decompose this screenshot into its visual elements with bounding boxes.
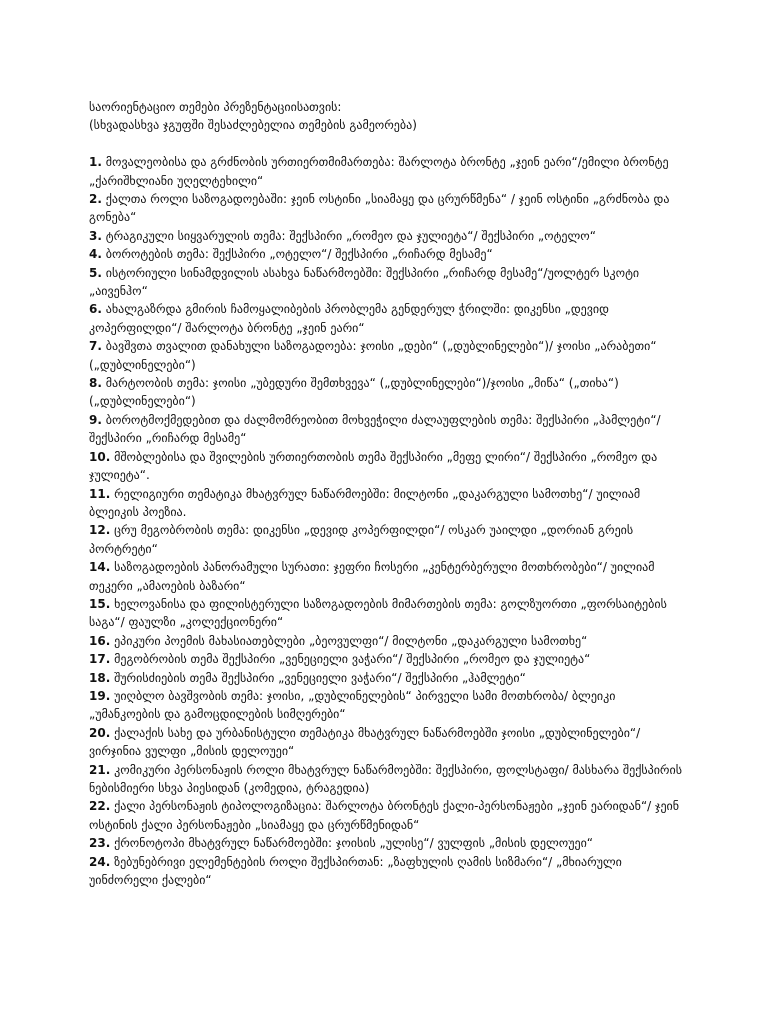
list-item xyxy=(89,558,689,595)
item-text: რელიგიური თემატიკა მხატვრულ ნაწარმოებში: მილტონი „დაკარგული სამოთხე“/ უილიამ ბლეიკის პოეზია. xyxy=(89,486,641,519)
spacer xyxy=(89,135,689,153)
list-item xyxy=(89,650,689,668)
list-item xyxy=(89,264,689,301)
item-number: 4. xyxy=(89,247,102,262)
list-item xyxy=(89,153,689,190)
item-text: შურისძიების თემა შექსპირი „ვენეციელი ვაჭარი“/ შექსპირი „ჰამლეტი“ xyxy=(110,670,526,685)
heading-title: საორიენტაციო თემები პრეზენტაციისათვის: xyxy=(89,100,342,114)
list-item xyxy=(89,245,689,263)
list-item xyxy=(89,411,689,448)
item-number: 9. xyxy=(89,412,102,427)
item-number: 1. xyxy=(89,155,102,170)
item-text: ბოროტმოქმედებით და ძალმომრეობით მოხვეჭილი ძალაუფლების თემა: შექსპირი „ჰამლეტი“/შექსპირი „რიჩარდ მესამე“ xyxy=(89,412,661,446)
item-number: 23. xyxy=(89,836,111,851)
item-text: მშობლებისა და შვილების ურთიერთობის თემა შექსპირი „მეფე ლირი“/ შექსპირი „რომეო და ჯულიეტა“. xyxy=(89,449,658,483)
item-number: 24. xyxy=(89,854,111,869)
item-text: ტრაგიკული სიყვარულის თემა: შექსპირი „რომეო და ჯულიეტა“/ შექსპირი „ოტელო“ xyxy=(101,228,596,243)
list-item xyxy=(89,190,689,227)
item-text: უიღბლო ბავშვობის თემა: ჯოისი, „დუბლინელების“ პირველი სამი მოთხრობა/ ბლეიკი „უმანკოების და გამოცდილების სიმღერები“ xyxy=(89,688,616,722)
item-text: კომიკური პერსონაჟის როლი მხატვრულ ნაწარმოებში: შექსპირი, ფოლსტაფი/ მასხარა შექსპირის ნებისმიერი სხვა პიესიდან (კომედია, ტრაგედია) xyxy=(89,762,682,796)
item-text: ქალაქის სახე და ურბანისტული თემატიკა მხატვრულ ნაწარმოებში ჯოისი „დუბლინელები“/ ვირჯინია ვულფი „მისის დელოუეი“ xyxy=(89,725,641,759)
list-item xyxy=(89,761,689,798)
item-number: 18. xyxy=(89,670,111,685)
document-body xyxy=(89,98,689,889)
item-text: ზებუნებრივი ელემენტების როლი შექსპირთან: „ზაფხულის ღამის სიზმარი“/ „მხიარული უინძორელი ქალები“ xyxy=(89,854,622,888)
list-item xyxy=(89,300,689,337)
item-text: ცრუ მეგობრობის თემა: დიკენსი „დევიდ კოპერფილდი“/ ოსკარ უაილდი „დორიან გრეის პორტრეტი“ xyxy=(89,523,634,556)
list-item xyxy=(89,797,689,834)
heading-subtitle: (სხვადასხვა ჯგუფში შესაძლებელია თემების გამეორება) xyxy=(89,118,417,133)
item-number: 8. xyxy=(89,376,102,391)
item-text: მეგობრობის თემა შექსპირი „ვენეციელი ვაჭარი“/ შექსპირი „რომეო და ჯულიეტა“ xyxy=(110,652,591,667)
item-number: 14. xyxy=(89,560,111,575)
item-number: 17. xyxy=(89,652,111,667)
item-text: მოვალეობისა და გრძნობის ურთიერთმიმართება: შარლოტა ბრონტე „ჯეინ ეარი“/ემილი ბრონტე „ქარიშხლიანი უღელტეხილი“ xyxy=(89,155,669,188)
list-item xyxy=(89,337,689,374)
item-text: ბავშვთა თვალით დანახული საზოგადოება: ჯოისი „დები“ („დუბლინელები“)/ ჯოისი „არაბეთი“ („დუბლინელები“) xyxy=(89,339,657,372)
item-number: 11. xyxy=(89,486,111,501)
list-item xyxy=(89,448,689,485)
list-item xyxy=(89,853,689,890)
list-item xyxy=(89,374,689,411)
item-number: 10. xyxy=(89,449,111,464)
item-number: 12. xyxy=(89,523,111,538)
item-text: ისტორიული სინამდვილის ასახვა ნაწარმოებში: შექსპირი „რიჩარდ მესამე“/უოლტერ სკოტი „აივენჰო“ xyxy=(89,265,640,299)
item-text: ქალი პერსონაჟის ტიპოლოგიზაცია: შარლოტა ბრონტეს ქალი-პერსონაჟები „ჯეინ ეარიდან“/ ჯეინ ოსტინის ქალი პერსონაჟები „სიამაყე და ცრურწმენიდან“ xyxy=(89,799,680,832)
item-number: 5. xyxy=(89,265,102,280)
item-number: 20. xyxy=(89,725,111,740)
list-item xyxy=(89,834,689,852)
list-item xyxy=(89,521,689,558)
list-item xyxy=(89,632,689,650)
list-item xyxy=(89,724,689,761)
item-number: 7. xyxy=(89,339,102,354)
item-number: 16. xyxy=(89,633,111,648)
list-item xyxy=(89,227,689,245)
item-text: მარტოობის თემა: ჯოისი „უბედური შემთხვევა“ („დუბლინელები“)/ჯოისი „მიწა“ („თიხა“) („დუბლინელები“) xyxy=(89,376,619,409)
item-text: საზოგადოების პანორამული სურათი: ჯეფრი ჩოსერი „კენტერბერული მოთხრობები“/ უილიამ თეკერი „ამაოების ბაზარი“ xyxy=(89,560,655,593)
item-number: 6. xyxy=(89,302,102,317)
item-number: 15. xyxy=(89,596,111,611)
item-number: 22. xyxy=(89,799,111,814)
item-text: ხელოვანისა და ფილისტერული საზოგადოების მიმართების თემა: გოლზუორთი „ფორსაიტების საგა“/ ფაულზი „კოლექციონერი“ xyxy=(89,596,667,630)
list-item xyxy=(89,687,689,724)
list-item xyxy=(89,669,689,687)
list-item xyxy=(89,595,689,632)
item-number: 21. xyxy=(89,762,111,777)
list-item xyxy=(89,485,689,522)
item-number: 19. xyxy=(89,688,111,703)
item-text: ქალთა როლი საზოგადოებაში: ჯეინ ოსტინი „სიამაყე და ცრურწმენა“ / ჯეინ ოსტინი „გრძნობა და გონება“ xyxy=(89,192,670,225)
item-text: ახალგაზრდა გმირის ჩამოყალიბების პრობლემა გენდერულ ჭრილში: დიკენსი „დევიდ კოპერფილდი“/ შარლოტა ბრონტე „ჯეინ ეარი“ xyxy=(89,302,609,335)
item-text: ბოროტების თემა: შექსპირი „ოტელო“/ შექსპირი „რიჩარდ მესამე“ xyxy=(101,247,493,262)
item-text: ქრონოტოპი მხატვრულ ნაწარმოებში: ჯოისის „ულისე“/ ვულფის „მისის დელოუეი“ xyxy=(110,836,594,851)
item-number: 3. xyxy=(89,228,102,243)
item-text: ეპიკური პოემის მახასიათებლები „ბეოვულფი“/ მილტონი „დაკარგული სამოთხე“ xyxy=(110,633,588,648)
item-number: 2. xyxy=(89,192,102,207)
